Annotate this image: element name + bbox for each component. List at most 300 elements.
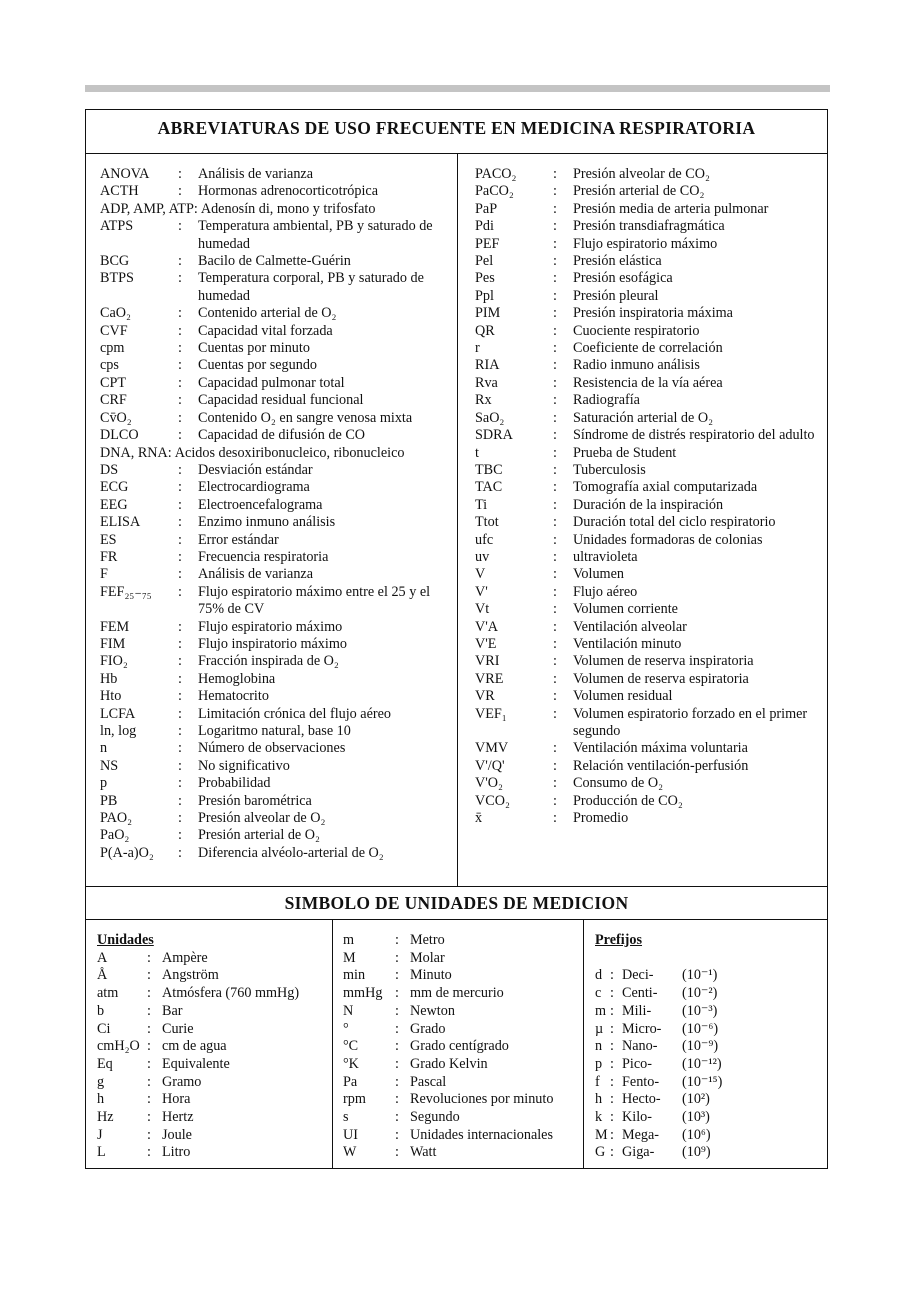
prefix-power: (10⁻¹²) <box>682 1055 722 1072</box>
abbreviation-row <box>100 253 450 270</box>
unit-row <box>97 950 332 968</box>
definition: Saturación arterial de O₂ <box>573 409 714 426</box>
separator-colon: : <box>147 967 151 984</box>
abbreviation-row <box>475 218 820 235</box>
prefix-row <box>595 1003 820 1021</box>
definition: Temperatura ambiental, PB y saturado de humedad <box>198 218 433 252</box>
definition: Cuentas por minuto <box>198 340 310 357</box>
separator-colon: : <box>178 409 182 426</box>
abbreviation: ELISA <box>100 514 141 531</box>
separator-colon: : <box>178 392 182 409</box>
definition: ultravioleta <box>573 548 638 565</box>
abbreviation: Ttot <box>475 514 499 531</box>
abbreviation: N <box>343 1002 354 1019</box>
definition: Temperatura corporal, PB y saturado de humedad <box>198 270 424 304</box>
separator-colon: : <box>553 166 557 182</box>
abbreviation: ufc <box>475 531 494 548</box>
unit-row <box>343 932 583 950</box>
definition: Joule <box>162 1126 192 1143</box>
separator-colon: : <box>553 670 557 687</box>
column-divider <box>457 154 458 887</box>
units-column-2 <box>343 932 583 1162</box>
separator-colon: : <box>178 496 182 513</box>
prefix-name: Nano- <box>622 1038 658 1055</box>
definition: Ventilación minuto <box>573 635 682 652</box>
prefix-symbol: µ <box>595 1020 604 1037</box>
separator-colon: : <box>178 427 182 444</box>
definition: Presión alveolar de CO₂ <box>573 166 710 182</box>
prefix-row <box>595 1091 820 1109</box>
unit-row <box>343 1021 583 1039</box>
abbreviation-row <box>100 566 450 583</box>
definition: Consumo de O₂ <box>573 775 664 792</box>
definition: Molar <box>410 949 445 966</box>
definition: Acidos desoxiribonucleico, ribonucleico <box>174 444 405 461</box>
prefix-symbol: m <box>595 1002 607 1019</box>
abbreviation-row <box>100 532 450 549</box>
separator-colon: : <box>178 618 182 635</box>
definition: Presión transdiafragmática <box>573 218 725 235</box>
separator-colon: : <box>395 1055 399 1072</box>
prefix-row <box>595 1056 820 1074</box>
separator-colon: : <box>553 688 557 705</box>
separator-colon: : <box>553 566 557 583</box>
units-column-divider-2 <box>583 920 584 1168</box>
separator-colon: : <box>610 1073 614 1090</box>
prefix-name: Kilo- <box>622 1109 652 1126</box>
prefix-name: Mega- <box>622 1126 660 1143</box>
prefix-row <box>595 1109 820 1127</box>
separator-colon: : <box>178 218 182 235</box>
abbreviation: min <box>343 967 366 984</box>
definition: Cuentas por segundo <box>198 357 318 374</box>
prefix-row <box>595 1127 820 1145</box>
separator-colon: : <box>178 479 182 496</box>
definition: Radio inmuno análisis <box>573 357 700 374</box>
separator-colon: : <box>395 1109 399 1126</box>
separator-colon: : <box>610 967 614 984</box>
abbreviation: VEF₁ <box>475 705 507 722</box>
abbreviation: L <box>97 1144 106 1161</box>
definition: Volumen de reserva espiratoria <box>573 670 749 687</box>
definition: Presión barométrica <box>198 792 312 809</box>
separator-colon: : <box>553 653 557 670</box>
abbreviation-row <box>100 445 450 462</box>
prefix-power: (10⁻⁹) <box>682 1038 719 1055</box>
prefix-symbol: k <box>595 1109 603 1126</box>
units-column-divider-1 <box>332 920 333 1168</box>
abbreviation: Cv̄O₂ <box>100 409 132 426</box>
abbreviation: °C <box>343 1038 359 1055</box>
definition: Angström <box>162 967 219 984</box>
abbreviation: cps <box>100 357 119 374</box>
definition: Cuociente respiratorio <box>573 322 700 339</box>
definition: Flujo aéreo <box>573 583 638 600</box>
abbreviation-row <box>475 532 820 549</box>
definition: Hemoglobina <box>198 670 276 687</box>
abbreviation: Hb <box>100 670 118 687</box>
units-section-divider-top <box>86 886 827 887</box>
separator-colon: : <box>610 1055 614 1072</box>
separator-colon: : <box>553 531 557 548</box>
separator-colon: : <box>610 985 614 1002</box>
separator-colon: : <box>178 705 182 722</box>
abbreviation-row <box>475 236 820 253</box>
abbreviation-row <box>100 201 450 218</box>
unit-row <box>343 1127 583 1145</box>
unit-row <box>343 967 583 985</box>
abbreviation: VRI <box>475 653 500 670</box>
abbreviation-row <box>475 323 820 340</box>
separator-colon: : <box>395 1126 399 1143</box>
abbreviation-row <box>475 445 820 462</box>
abbreviation: x̄ <box>475 810 483 827</box>
abbreviation-row <box>100 270 450 305</box>
abbreviation: Vt <box>475 601 490 618</box>
abbreviation-row <box>475 706 820 741</box>
separator-colon: : <box>178 270 182 287</box>
abbreviation: V'A <box>475 618 499 635</box>
abbreviation: Pa <box>343 1073 358 1090</box>
definition: Presión arterial de CO₂ <box>573 183 705 200</box>
separator-colon: : <box>610 1144 614 1161</box>
prefix-symbol: G <box>595 1144 606 1161</box>
top-rule-bar <box>85 85 830 92</box>
abbreviation: PaO₂ <box>100 827 130 844</box>
units-heading: Unidades <box>97 932 154 948</box>
abbreviation-row <box>100 392 450 409</box>
abbreviation-row <box>100 758 450 775</box>
abbreviation-row <box>100 218 450 253</box>
definition: Presión esofágica <box>573 270 673 287</box>
separator-colon: : <box>178 670 182 687</box>
abbreviation: NS <box>100 757 119 774</box>
separator-colon: : <box>553 496 557 513</box>
definition: Metro <box>410 932 445 948</box>
abbreviation-row <box>475 688 820 705</box>
definition: Equivalente <box>162 1055 230 1072</box>
separator-colon: : <box>178 514 182 531</box>
unit-row <box>97 1021 332 1039</box>
abbreviation: atm <box>97 985 119 1002</box>
separator-colon: : <box>553 253 557 270</box>
definition: Volumen residual <box>573 688 673 705</box>
separator-colon: : <box>553 357 557 374</box>
definition: Ampère <box>162 949 208 966</box>
prefix-name: Centi- <box>622 985 658 1002</box>
abbreviation: CRF <box>100 392 127 409</box>
separator-colon: : <box>395 985 399 1002</box>
unit-row <box>97 1056 332 1074</box>
abbreviation: FEM <box>100 618 130 635</box>
separator-colon: : <box>178 635 182 652</box>
definition: Litro <box>162 1144 191 1161</box>
separator-colon: : <box>147 1144 151 1161</box>
prefix-power: (10⁻²) <box>682 985 718 1002</box>
separator-colon: : <box>178 183 182 200</box>
definition: Gramo <box>162 1073 202 1090</box>
abbreviation: p <box>100 775 108 792</box>
abbreviation: h <box>97 1091 105 1108</box>
abbreviation-row <box>475 166 820 183</box>
abbreviation: Hz <box>97 1109 114 1126</box>
separator-colon: : <box>395 1091 399 1108</box>
abbreviation-row <box>100 410 450 427</box>
units-section-divider-bottom <box>86 919 827 920</box>
abbreviation: EEG <box>100 496 128 513</box>
separator-colon: : <box>553 270 557 287</box>
definition: Error estándar <box>198 531 279 548</box>
definition: Capacidad residual funcional <box>198 392 364 409</box>
abbreviation: Pes <box>475 270 495 287</box>
definition: Fracción inspirada de O₂ <box>198 653 339 670</box>
definition: Revoluciones por minuto <box>410 1091 554 1108</box>
abbreviation: Hto <box>100 688 122 705</box>
definition: Capacidad vital forzada <box>198 322 333 339</box>
separator-colon: : <box>178 844 182 861</box>
abbreviation: PaCO₂ <box>475 183 514 200</box>
separator-colon: : <box>178 374 182 391</box>
separator-colon: : <box>193 200 198 217</box>
unit-row <box>343 1003 583 1021</box>
abbreviation: DNA, RNA <box>100 444 168 461</box>
abbreviation: F <box>100 566 108 583</box>
separator-colon: : <box>178 827 182 844</box>
prefix-name: Pico- <box>622 1055 652 1072</box>
abbreviation-row <box>100 323 450 340</box>
definition: Duración total del ciclo respiratorio <box>573 514 776 531</box>
definition: Enzimo inmuno análisis <box>198 514 336 531</box>
abbreviation: ADP, AMP, ATP <box>100 200 194 217</box>
abbreviation: s <box>343 1109 349 1126</box>
abbreviation: J <box>97 1126 103 1143</box>
prefix-symbol: c <box>595 985 602 1002</box>
separator-colon: : <box>178 357 182 374</box>
separator-colon: : <box>553 810 557 827</box>
abbreviation-row <box>475 253 820 270</box>
definition: Volumen <box>573 566 624 583</box>
definition: Presión elástica <box>573 253 662 270</box>
prefix-power: (10²) <box>682 1091 710 1108</box>
definition: Presión arterial de O₂ <box>198 827 320 844</box>
abbreviation: CaO₂ <box>100 305 131 322</box>
separator-colon: : <box>395 1073 399 1090</box>
abbreviation-row <box>475 619 820 636</box>
unit-row <box>97 985 332 1003</box>
definition: Capacidad de difusión de CO <box>198 427 366 444</box>
abbreviation-row <box>475 514 820 531</box>
definition: mm de mercurio <box>410 985 504 1002</box>
definition: Bacilo de Calmette-Guérin <box>198 253 351 270</box>
abbreviation-row <box>100 653 450 670</box>
abbreviation-row <box>100 166 450 183</box>
unit-row <box>97 1144 332 1162</box>
definition: Flujo inspiratorio máximo <box>198 635 347 652</box>
abbreviation-row <box>100 827 450 844</box>
abbreviation: r <box>475 340 480 357</box>
prefix-row <box>595 1021 820 1039</box>
abbreviation-row <box>475 497 820 514</box>
separator-colon: : <box>147 1055 151 1072</box>
definition: Flujo espiratorio máximo entre el 25 y el 75% de CV <box>198 583 431 618</box>
prefix-symbol: f <box>595 1073 600 1090</box>
unit-row <box>97 967 332 985</box>
separator-colon: : <box>553 340 557 357</box>
separator-colon: : <box>553 775 557 792</box>
prefix-name: Deci- <box>622 967 654 984</box>
abbreviation: PAO₂ <box>100 810 133 827</box>
definition: Producción de CO₂ <box>573 792 683 809</box>
separator-colon: : <box>553 218 557 235</box>
abbreviation: PACO₂ <box>475 166 517 182</box>
separator-colon: : <box>553 635 557 652</box>
separator-colon: : <box>178 810 182 827</box>
abbreviation-row <box>100 479 450 496</box>
definition: Hematocrito <box>198 688 269 705</box>
separator-colon: : <box>553 235 557 252</box>
abbreviation: Eq <box>97 1055 113 1072</box>
abbreviation: LCFA <box>100 705 136 722</box>
abbreviation: Ppl <box>475 287 494 304</box>
unit-row <box>97 1038 332 1056</box>
abbreviation-row <box>100 688 450 705</box>
definition: Pascal <box>410 1073 447 1090</box>
abbreviation: VR <box>475 688 495 705</box>
abbreviation-row <box>475 601 820 618</box>
separator-colon: : <box>395 967 399 984</box>
abbreviation-row <box>100 340 450 357</box>
abbreviation-row <box>475 410 820 427</box>
abbreviation-row <box>475 671 820 688</box>
abbreviation-row <box>475 758 820 775</box>
separator-colon: : <box>178 583 182 600</box>
separator-colon: : <box>553 548 557 565</box>
abbreviation: V' <box>475 583 488 600</box>
definition: Limitación crónica del flujo aéreo <box>198 705 392 722</box>
abbreviation: CVF <box>100 322 128 339</box>
abbreviation: V <box>475 566 486 583</box>
abbreviation: Rva <box>475 374 498 391</box>
unit-row <box>343 1056 583 1074</box>
separator-colon: : <box>553 705 557 722</box>
abbreviation: ln, log <box>100 723 137 739</box>
separator-colon: : <box>395 932 399 948</box>
abbreviation: PB <box>100 792 118 809</box>
abbreviation: mmHg <box>343 985 383 1002</box>
separator-colon: : <box>178 566 182 583</box>
separator-colon: : <box>553 409 557 426</box>
abbreviation: FIO₂ <box>100 653 128 670</box>
abbreviation-row <box>100 671 450 688</box>
abbreviations-left-column <box>100 166 450 862</box>
prefix-symbol: n <box>595 1038 603 1055</box>
abbreviation: FIM <box>100 635 126 652</box>
abbreviation: Ti <box>475 496 488 513</box>
abbreviation-row <box>475 636 820 653</box>
abbreviation: V'O₂ <box>475 775 503 792</box>
separator-colon: : <box>553 322 557 339</box>
separator-colon: : <box>167 444 172 461</box>
definition: Contenido O₂ en sangre venosa mixta <box>198 409 413 426</box>
definition: Contenido arterial de O₂ <box>198 305 337 322</box>
definition: Electrocardiograma <box>198 479 310 496</box>
abbreviation-row <box>100 497 450 514</box>
prefixes-column <box>595 932 820 1162</box>
unit-row <box>343 1109 583 1127</box>
abbreviation-row <box>100 305 450 322</box>
separator-colon: : <box>553 757 557 774</box>
abbreviation-row <box>475 793 820 810</box>
definition: Flujo espiratorio máximo <box>573 235 718 252</box>
separator-colon: : <box>147 1038 151 1055</box>
abbreviation-row <box>475 201 820 218</box>
definition: Presión media de arteria pulmonar <box>573 200 769 217</box>
separator-colon: : <box>553 740 557 757</box>
abbreviation-row <box>475 270 820 287</box>
separator-colon: : <box>553 374 557 391</box>
abbreviation: VRE <box>475 670 504 687</box>
definition: Coeficiente de correlación <box>573 340 723 357</box>
definition: Bar <box>162 1002 183 1019</box>
definition: Promedio <box>573 810 629 827</box>
separator-colon: : <box>178 548 182 565</box>
abbreviation-row <box>475 810 820 827</box>
definition: Minuto <box>410 967 452 984</box>
abbreviation: DS <box>100 461 119 478</box>
separator-colon: : <box>553 479 557 496</box>
abbreviation: PIM <box>475 305 501 322</box>
separator-colon: : <box>178 166 182 182</box>
abbreviation: n <box>100 740 108 757</box>
separator-colon: : <box>610 1091 614 1108</box>
abbreviation-row <box>475 566 820 583</box>
definition: Capacidad pulmonar total <box>198 374 345 391</box>
separator-colon: : <box>178 653 182 670</box>
abbreviation: SDRA <box>475 427 513 444</box>
separator-colon: : <box>553 444 557 461</box>
separator-colon: : <box>178 723 182 739</box>
separator-colon: : <box>147 985 151 1002</box>
prefix-power: (10⁻⁶) <box>682 1020 719 1037</box>
abbreviation-row <box>100 357 450 374</box>
definition: Ventilación alveolar <box>573 618 687 635</box>
definition: Prueba de Student <box>573 444 677 461</box>
definition: Hormonas adrenocorticotrópica <box>198 183 379 200</box>
abbreviation: ACTH <box>100 183 139 200</box>
unit-row <box>343 1074 583 1092</box>
separator-colon: : <box>610 1109 614 1126</box>
unit-row <box>343 985 583 1003</box>
separator-colon: : <box>553 514 557 531</box>
abbreviation-row <box>100 810 450 827</box>
separator-colon: : <box>178 305 182 322</box>
definition: Grado centígrado <box>410 1038 509 1055</box>
abbreviation-row <box>475 357 820 374</box>
abbreviations-table <box>85 109 828 1169</box>
abbreviation-row <box>475 740 820 757</box>
definition: Diferencia alvéolo-arterial de O₂ <box>198 844 384 861</box>
definition: Síndrome de distrés respiratorio del adulto <box>573 427 815 444</box>
definition: Presión pleural <box>573 287 659 304</box>
abbreviation: m <box>343 932 355 948</box>
separator-colon: : <box>178 531 182 548</box>
prefix-power: (10⁻¹) <box>682 967 718 984</box>
definition: Logaritmo natural, base 10 <box>198 723 351 739</box>
abbreviation-row <box>100 584 450 619</box>
abbreviation: rpm <box>343 1091 366 1108</box>
abbreviation: VMV <box>475 740 509 757</box>
abbreviation-row <box>100 636 450 653</box>
